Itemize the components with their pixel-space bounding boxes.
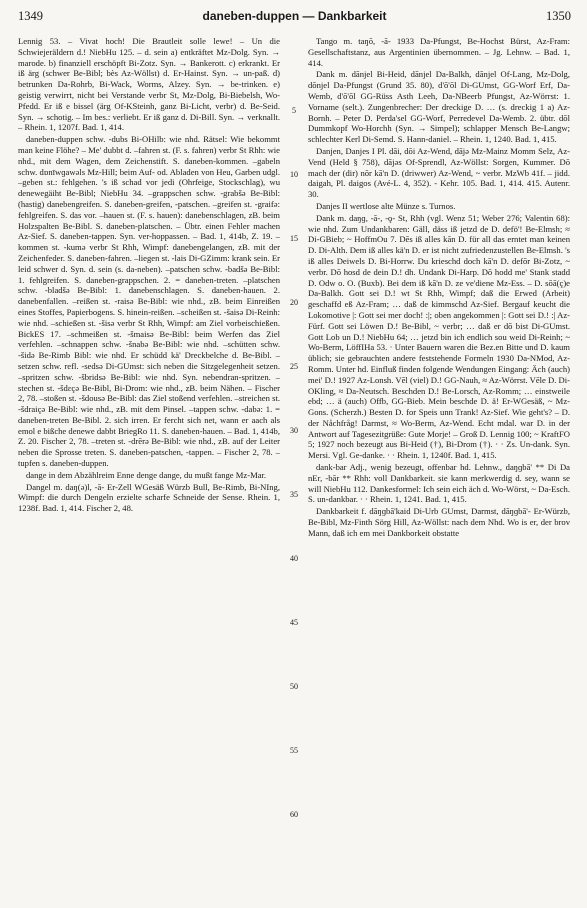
line-number: 15 xyxy=(290,234,298,243)
dictionary-entry: dank-bar Adj., wenig bezeugt, offenbar hd. Lehnw., daŋɡbā' ** Di Da nEr, -bār ** Rhh: voll Dankbarkeit. sie kann merkwerdig d. sey, wann se will NiebHu 112. Dankesformel: Ich sein eich äch d. Wo-Wörst, ~ Da-Esch. S. un-dankbar. · · Rhein. 1, 1241. Bad. 1, 415. xyxy=(308,462,570,505)
line-number: 55 xyxy=(290,746,298,755)
dictionary-entry: dange in dem Abzählreim Enne denge dange, du mußt fange Mz-Mar. xyxy=(26,469,267,480)
line-number: 10 xyxy=(290,170,298,179)
line-number: 5 xyxy=(292,106,296,115)
dictionary-entry: Dank m. daŋɡ, -ā-, -ǫ- St, Rhh (vgl. Wenz 51; Weber 276; Valentin 68): wie nhd. Zum Undankbaren: Gäll, däss iß jetzd de D. defö'! Be-Elmsh; ≈ Di-GBieb; ~ HoffmOu 7. Dēs iß alles kān D. für all das erntet man keinen D. Di-Alth. Dem iß alles kä'n D. er ist nicht zufriedenzustellen Be-Elmsh. 's iß alles Deiwels D. Bi-Horrw. Du krieschd doch kā'n D. defōr Bi-Zotz, ~ verbr. Dō hosd de dein D.! dh. Undank Di-Harp. Dō hodd me' Stank stadd D. Odw o. O. (Buxb). Bei dem iß kā'n D. ze ve'diene Mz-Ess. – D. sōā(ç)e Da-Balkh. Gott sei D.! wt St Rhh, Wimpf; daß die Erwed (Arbeit) geschaffd eß Az-Fram; … daß de kimmschd Az-Sief. Bergauf keucht die Lokomotive |: Gott sei mer doch! :|; oben angekommen |: Gott sei D.! :| Az-Fürf. Gott sei Löwen D.! Be-Bibl, ~ verbr; … daß er dō bist Di-GUmst. Gott Lob un D.! NiebHu 64; … jetzd bin ich endlich sou weid Di-Reinh; ~ Wo-Berm, LöffIHa 53. · Unter Bauern waren die Bez.en Bitte und D. kaum üblich; sie gebrauchten andere feststehende Formeln 1930 Da-NMod, Az-Romm. Unter hd. Einfluß finden folgende Wendungen Eingang: Äch (auch) mei' D.! 1927 Az-Lonsh. Vēl (viel) D.! GG-Nauh, ≈ Az-Wörrst. Vēle D. Di-OKling, ≈ Da-Neutsch. Beschden D.! Be-Lorsch, Az-Romm; … einstweile ebd; … ä (auch) Offb, GG-Bieb. Mein beschde D. ä! Er-WGesäß, ~ Mz-Gons. (Scherzh.) Besten D. for Speis unn Trank! Az-Sief. Wie geht's? – D. der Nåchfråg! Darmst, ≈ Wo-Berm, Az-Wend. Echt mdal. war D. in der Antwort auf Tagesezitgrüße: Gute Morje! – Groß D. Lennig 100; ~ KraftFO 5; 1927 noch bezeugt aus Bi-Heid (†), Bi-Drom (†). · · Zs. Un-dank. Syn. Mersi. Vgl. Ge-danke. · · Rhein. 1, 1240f. Bad. 1, 415. xyxy=(308,212,570,461)
line-number: 30 xyxy=(290,426,298,435)
line-number: 20 xyxy=(290,298,298,307)
running-title: daneben-duppen — Dankbarkeit xyxy=(202,9,387,23)
line-number: 25 xyxy=(290,362,298,371)
line-number: 60 xyxy=(290,810,298,819)
line-number: 35 xyxy=(290,490,298,499)
dictionary-entry: Lennig 53. – Vivat hoch! Die Brautleit solle lewe! – Un die Schwiejeräldern d.! NiebHu 125. – d. sein a) entkräftet Mz-Dolg. Syn. → marode. b) finanziell erschöpft Bi-Zotz. Syn. → Bankerott. c) erkrankt. Er iß ärg (schwer Be-Bibl; bès Az-Wöllst) d. Er-Hainst. Syn. → un-paß. d) betrunken Da-Rohrb, Bi-Wack, Worms, Alzey. Syn. → be-trinken. e) geistig verwirrt, nicht bei Verstande verbr St, Mz-Dolg, Bi-Biebelsh, Wo-Pfedd. Er iß e bissel (ärg Of-KSteinh, ganz Bi-Licht, verbr) d. Be-Seid. Syn. → schotig. – Im bes.: verliebt. Er iß ganz d. Di-Bill. Syn. → verknallt. – Rhein. 1, 1207f. Bad. 1, 414. xyxy=(18,36,280,133)
dictionary-entry: Dangel m. daŋ(ə)l, -ā- Er-Zell WGesäß Würzb Bull, Be-Rimb, Bi-NIng, Wimpf: die durch Dengeln erzielte scharfe Schneide der Sense. Rhein. 1, 1238f. Bad. 1, 414. Fischer 2, 48. xyxy=(18,481,280,514)
right-column xyxy=(308,36,570,866)
left-column xyxy=(18,36,280,866)
line-number: 40 xyxy=(290,554,298,563)
dictionary-entry: Tango m. taŋō, -ā- 1933 Da-Pfungst, Be-Hochst Bürst, Az-Fram: Gesellschaftstanz, aus Argentinien übernommen. – Jg. Lehnw. – Bad. 1, 414. xyxy=(308,36,570,68)
dictionary-entry: Danjes II wertlose alte Münze s. Turnos. xyxy=(316,200,456,211)
line-number: 50 xyxy=(290,682,298,691)
dictionary-entry: daneben-duppen schw. -dubs Bi-OHilb: wie nhd. Rätsel: Wie bekommt man keine Flöhe? – Me' dubbt d. –fahren st. (F. s. fahren) verbr St Rhh: wie nhd., mit dem Wagen, dem Zeichenstift. S. daneben-kommen. –gabeln schw. dɒnīwɡawəls Mz-Hill; beim Auf- od. Abladen von Heu, Garben udgl. –geben st.: fehlgehen. 's iß schad vor jedi (Ohrfeige, Stockschlag), wu denewegäiht Be-Bibl; NiebHu 34. –grappschen schw. -grabšə Be-Bibl: (hastig) danebengreifen. S. daneben-greifen, -patschen. –greifen st. -graifə: fehlgreifen. S. das vor. –hauen st. (F. s. hauen): danebenschlagen, zB. beim Holzspalten Be-Bibl. S. daneben-platschen. – Übtr. einen Fehler machen Az-Sief. S. daneben-tappen. Syn. ver-hoppassen. – Bad. 1, 414b, Z. 19. –kommen st. -kumə verbr St Rhh, Wimpf: danebengelangen, zB. mit der Zeichenfeder. S. daneben-fahren. –liegen st. -lais Di-GZimm: krank sein. Er leid schwer d. Syn. d. sein (s. da-neben). –patschen schw. -badšə Be-Bibl: 1. fehlgreifen. S. daneben-grappschen. 2. = daneben-treten. –platschen schw. -bladšə Be-Bibl: 1. danebenschlagen. S. daneben-hauen. 2. danebenfallen. –reißen st. -raisə Be-Bibl: wie nhd., zB. beim Einreißen eines Stoffes, Papierbogens. S. hinein-reißen. –scheißen st. -šaisə Di-Reinh: wie nhd. –schießen st. -šisə verbr St Rhh, Wimpf: am Ziel vorbeischießen. BickES 17. –schmeißen st. -šmaisə Be-Bibl: beim Werfen das Ziel verfehlen. –schnappen schw. -šnabə Be-Bibl: wie nhd. –schütten schw. -šidə Be-Rimb Bibl: wie nhd. Er schüdd kä' Dreckbelche d. Be-Bibl. –setzen schw. refl. -sedsə Di-GUmst: sich neben die Sitzgelegenheit setzen. –spritzen schw. -šbridsə Be-Bibl: wie nhd. Syn. nebendran-spritzen. –stechen st. -šdɛçə Be-Bibl, Bi-Drom: wie nhd., zB. beim Nähen. – Fischer 2, 78. –stoßen st. -šdousə Be-Bibl: das Ziel stoßend verfehlen. –streichen st. -šdraiçə Be-Bibl: wie nhd., zB. mit dem Pinsel. –tappen schw. -dabə: 1. = daneben-treten Be-Bibl. 2. sich irren. Er fercht sich net, wann er aach als emol e bißche denewe dabbt BriegRo 11. S. daneben-hauen. – Bad. 1, 414b, Z. 20. Fischer 2, 78. –treten st. -drērə Be-Bibl: wie nhd., zB. auf der Leiter neben die Sprosse treten. S. daneben-patschen, -tappen. – Fischer 2, 78. –tupfen s. daneben-duppen. xyxy=(18,134,280,469)
dictionary-entry: Dankbarkeit f. dāŋɡbā'kaid Di-Urb GUmst, Darmst, dāŋɡbā'- Er-Würzb, Be-Bibl, Mz-Finth Sörg Hill, Az-Wöllst: nach dem Nhd. Wo is er, der brov Mann, daß ich em mei Dankborkeit obstatte xyxy=(308,506,570,538)
page-number-left: 1349 xyxy=(18,9,43,23)
line-number-gutter xyxy=(283,36,305,866)
page-header xyxy=(18,8,571,24)
dictionary-entry: Dank m. dānjel Bi-Heid, dānjel Da-Balkh, dānjel Of-Lang, Mz-Dolg, dōnjel Da-Pfungst (Grund 35. 80), d'ō'ōl Di-GUmst, GG-Worf Erf, Da-Wemb, d'ō'ōl GG-Rüss Asth Leeh, Da-NBeerb Pfungst, Az-Wörrst: 1. Vorname (selt.). Zungenbrecher: Der dreckige D. … (s. dreckig 1 a) Az-Bornh. – Peter D. Perda'sel GG-Worf, Perredevel Da-Wemb. 2. übtr. dōl Dummkopf Wo-Horchh (Syn. → Simpel); schlapper Mensch Be-Langw; schlechter Kerl Di-Semd. S. Hann-daniel. – Rhein. 1, 1240. Bad. 1, 415. xyxy=(308,69,570,145)
page-number-right: 1350 xyxy=(546,9,571,23)
dictionary-entry: Danjen, Danjes I Pl. dāi, dōi Az-Wend, dājə Mz-Mainz Momm Selz, Az-Vend (Held § 758), dājəs Of-Sprendl, Az-Wöllst: Sorgen, Kummer. Dō mach der (dir) nōr kā'n D. (driwwer) Az-Wend, ~ verbr. MzWb 41f. – jidd. daigah, Pl. daigos (Avé-L. 4, 352). - Kehr. 105. Bad. 1, 414. 415. Autenr. 30. xyxy=(308,145,570,200)
line-number: 45 xyxy=(290,618,298,627)
